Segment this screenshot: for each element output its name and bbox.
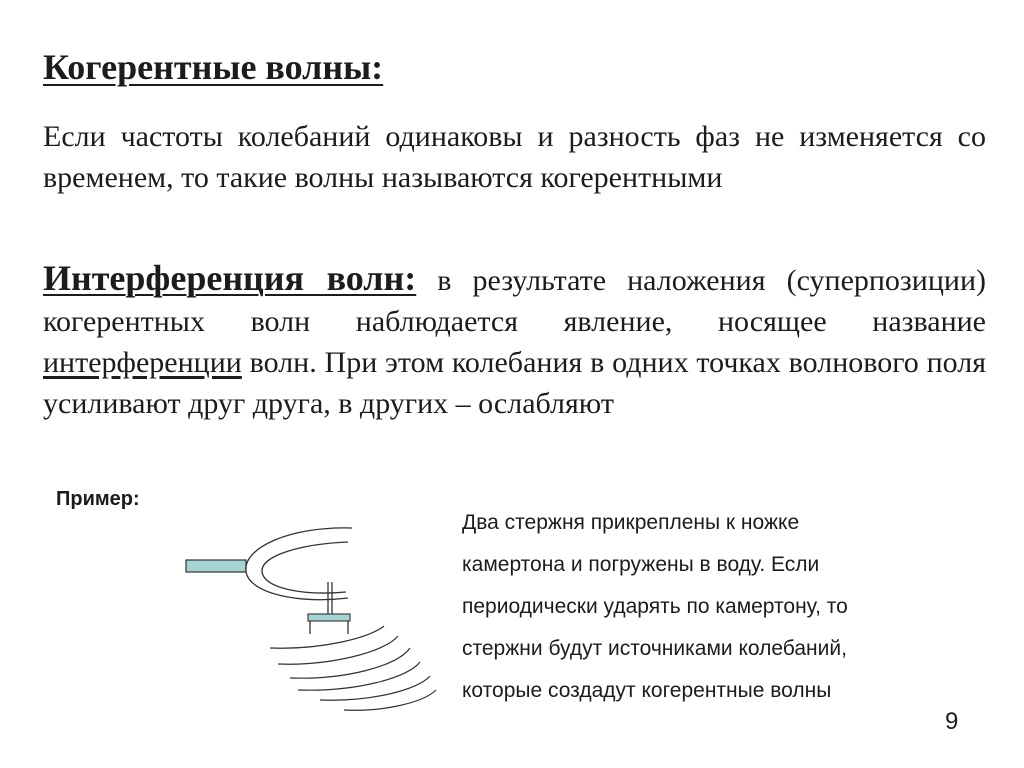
coherent-definition-paragraph: Если частоты колебаний одинаковы и разность фаз не изменяется со временем, то такие волны называются когерентными bbox=[43, 120, 986, 194]
interference-paragraph bbox=[43, 258, 986, 424]
example-line: периодически ударять по камертону, то bbox=[462, 595, 848, 618]
tuning-fork-prong-outer bbox=[246, 528, 352, 600]
wave-arc-5 bbox=[320, 676, 430, 700]
rod-bracket bbox=[308, 614, 350, 621]
interference-term: Интерференция волн: bbox=[43, 258, 417, 298]
example-line: камертона и погружены в воду. Если bbox=[462, 553, 820, 576]
example-line: которые создадут когерентные волны bbox=[462, 679, 832, 702]
page-number: 9 bbox=[945, 708, 959, 735]
example-description bbox=[462, 502, 982, 712]
interference-underlined-word: интерференции bbox=[43, 346, 242, 379]
slide-heading: Когерентные волны: bbox=[43, 47, 384, 87]
wave-arc-6 bbox=[344, 690, 436, 710]
tuning-fork-handle bbox=[186, 560, 246, 572]
interference-text-part2: волн. При этом колебания в одних точках волнового поля усиливают друг друга, в других – ослабляют bbox=[43, 346, 986, 420]
example-line: стержни будут источниками колебаний, bbox=[462, 637, 847, 660]
interference-text-part1: в результате наложения (суперпозиции) когерентных волн наблюдается явление, носящее название bbox=[43, 264, 986, 338]
wave-arc-1 bbox=[270, 626, 384, 648]
wave-arc-4 bbox=[298, 662, 420, 690]
tuning-fork-prong-inner bbox=[262, 542, 348, 593]
wave-arc-2 bbox=[278, 636, 398, 664]
example-label: Пример: bbox=[56, 488, 140, 510]
example-line: Два стержня прикреплены к ножке bbox=[462, 511, 800, 534]
tuning-fork-diagram bbox=[180, 520, 440, 720]
